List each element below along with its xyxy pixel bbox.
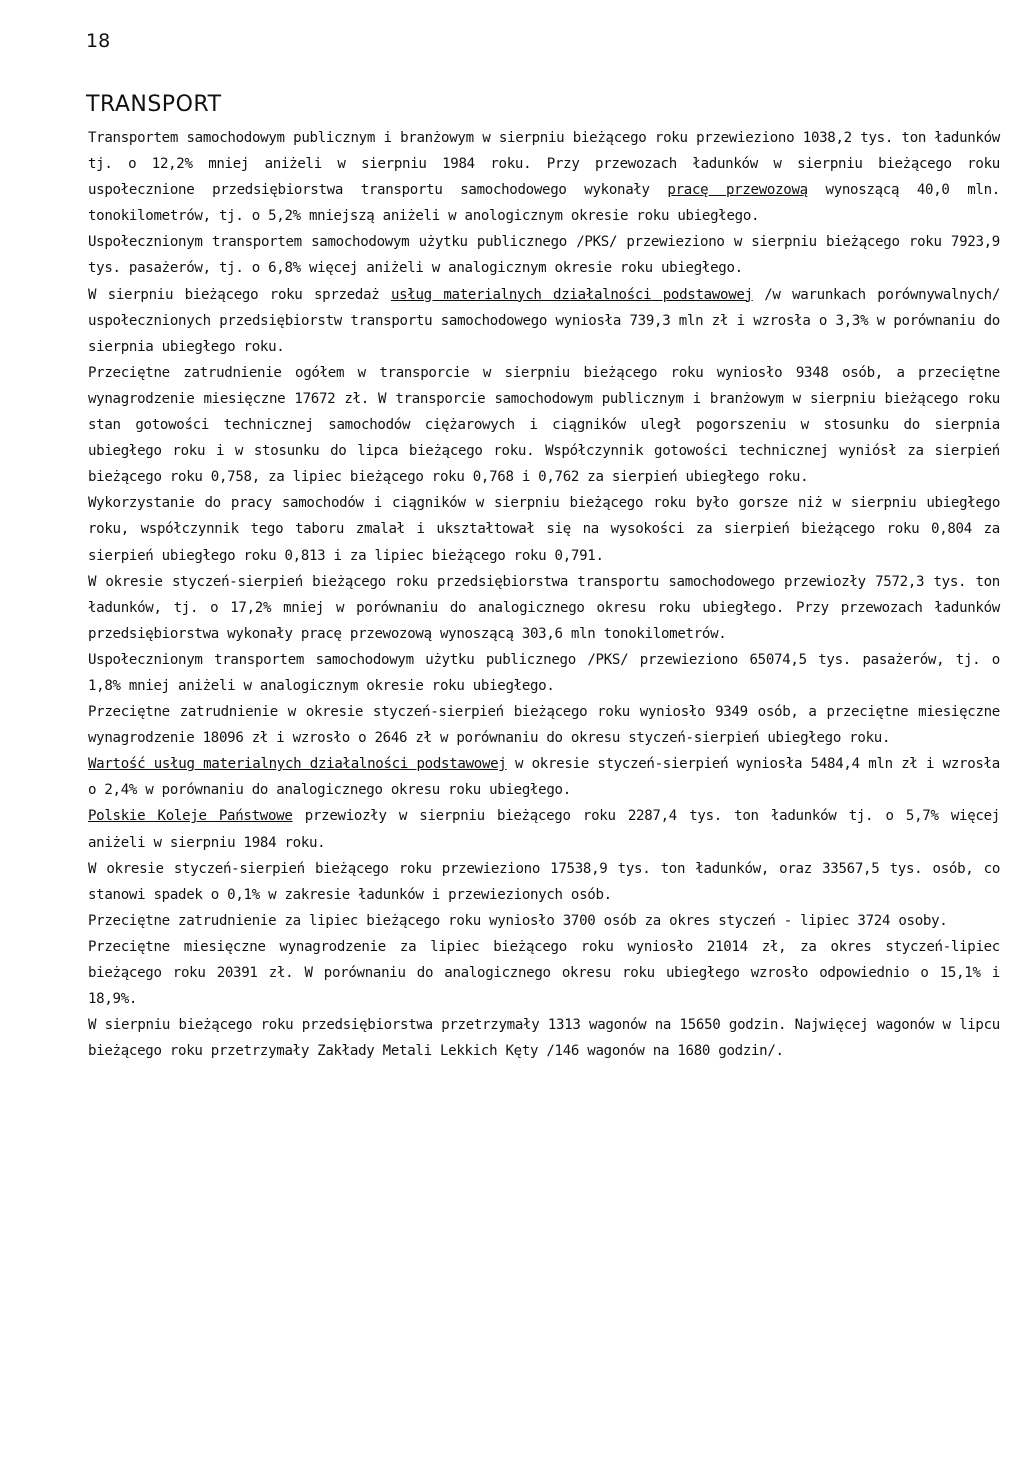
underlined-term: pracę przewozową xyxy=(667,182,808,199)
text-run: wynoszącą 40,0 mln. tonokilometrów, tj. o 5,2% mniejszą aniżeli w anologicznym okresie roku ubiegłego. xyxy=(88,182,1000,225)
text-run: W sierpniu bieżącego roku przedsiębiorstwa przetrzymały 1313 wagonów na 15650 godzin. Najwięcej wagonów w lipcu bieżącego roku przetrzymały Zakłady Metali Lekkich Kęty /146 wagonów na 1680 godzin/. xyxy=(88,1017,1000,1060)
paragraph-pks-passengers-jan-aug xyxy=(88,647,1000,699)
paragraph-freight-jan-aug xyxy=(88,569,1000,647)
underlined-term: usług materialnych działalności podstawowej xyxy=(390,286,753,303)
paragraph-services-value-jan-aug xyxy=(88,751,1000,803)
paragraph-pkp-freight-august xyxy=(88,803,1000,855)
text-run: Przeciętne zatrudnienie za lipiec bieżącego roku wyniosło 3700 osób za okres styczeń - lipiec 3724 osoby. xyxy=(88,912,948,929)
paragraph-wagon-detention xyxy=(88,1012,1000,1064)
paragraph-fleet-utilization xyxy=(88,490,1000,568)
text-run: Przeciętne miesięczne wynagrodzenie za lipiec bieżącego roku wyniosło 21014 zł, za okres styczeń-lipiec bieżącego roku 20391 zł. W porównaniu do analogicznego okresu roku ubiegłego wzrosło odpowiednio o 15,1% i 18,9%. xyxy=(88,938,1000,1008)
section-title: TRANSPORT xyxy=(86,92,222,117)
document-body xyxy=(88,125,1000,1064)
paragraph-pkp-jan-aug xyxy=(88,856,1000,908)
underlined-term: Wartość usług materialnych działalności podstawowej xyxy=(88,756,507,773)
paragraph-employment-readiness xyxy=(88,360,1000,490)
paragraph-pks-passengers-august xyxy=(88,229,1000,281)
text-run: Uspołecznionym transportem samochodowym użytku publicznego /PKS/ przewieziono 65074,5 tys. pasażerów, tj. o 1,8% mniej aniżeli w analogicznym okresie roku ubiegłego. xyxy=(88,651,1000,694)
text-run: Przeciętne zatrudnienie w okresie styczeń-sierpień bieżącego roku wyniosło 9349 osób, a przeciętne miesięczne wynagrodzenie 18096 zł i wzrosło o 2646 zł w porównaniu do okresu styczeń-sierpień ubiegłego roku. xyxy=(88,704,1000,747)
text-run: Wykorzystanie do pracy samochodów i ciągników w sierpniu bieżącego roku było gorsze niż w sierpniu ubiegłego roku, współczynnik tego taboru zmalał i ukształtował się na wysokości za sierpień bieżącego roku 0,804 za sierpień ubiegłego roku 0,813 i za lipiec bieżącego roku 0,791. xyxy=(88,495,1000,564)
text-run: W okresie styczeń-sierpień bieżącego roku przedsiębiorstwa transportu samochodowego przewiozły 7572,3 tys. ton ładunków, tj. o 17,2% mniej w porównaniu do analogicznego okresu roku ubiegłego. Przy przewozach ładunków przedsiębiorstwa wykonały pracę przewozową wynoszącą 303,6 mln tonokilometrów. xyxy=(88,573,1000,642)
paragraph-pkp-wages xyxy=(88,934,1000,1012)
page-number: 18 xyxy=(86,30,111,52)
underlined-term: Polskie Koleje Państwowe xyxy=(88,808,293,825)
paragraph-road-freight-august xyxy=(88,125,1000,229)
paragraph-employment-jan-aug xyxy=(88,699,1000,751)
text-run: Transportem samochodowym publicznym i branżowym w sierpniu bieżącego roku przewieziono 1038,2 tys. ton ładunków tj. o 12,2% mniej aniżeli w sierpniu 1984 roku. Przy przewozach ładunków w sierpniu bieżącego roku uspołecznione przedsiębiorstwa transportu samochodowego wykonały xyxy=(88,130,1000,199)
text-run: W sierpniu bieżącego roku sprzedaż xyxy=(88,286,391,303)
text-run: w okresie styczeń-sierpień wyniosła 5484,4 mln zł i wzrosła o 2,4% w porównaniu do analogicznego okresu roku ubiegłego. xyxy=(88,756,1000,799)
text-run: /w warunkach porównywalnych/ uspołecznionych przedsiębiorstw transportu samochodowego wyniosła 739,3 mln zł i wzrosła o 3,3% w porównaniu do sierpnia ubiegłego roku. xyxy=(88,286,1001,355)
text-run: Przeciętne zatrudnienie ogółem w transporcie w sierpniu bieżącego roku wyniosło 9348 osób, a przeciętne wynagrodzenie miesięczne 17672 zł. W transporcie samochodowym publicznym i branżowym w sierpniu bieżącego roku stan gotowości technicznej samochodów ciężarowych i ciągników uległ pogorszeniu w stosunku do sierpnia ubiegłego roku i w stosunku do lipca bieżącego roku. Współczynnik gotowości technicznej wyniósł za sierpień bieżącego roku 0,758, za lipiec bieżącego roku 0,768 i 0,762 za sierpień ubiegłego roku. xyxy=(88,364,1000,486)
paragraph-services-sales-august xyxy=(88,282,1000,360)
text-run: przewiozły w sierpniu bieżącego roku 2287,4 tys. ton ładunków tj. o 5,7% więcej aniżeli w sierpniu 1984 roku. xyxy=(88,808,1000,851)
text-run: W okresie styczeń-sierpień bieżącego roku przewieziono 17538,9 tys. ton ładunków, oraz 33567,5 tys. osób, co stanowi spadek o 0,1% w zakresie ładunków i przewiezionych osób. xyxy=(88,860,1000,903)
text-run: Uspołecznionym transportem samochodowym użytku publicznego /PKS/ przewieziono w sierpniu bieżącego roku 7923,9 tys. pasażerów, tj. o 6,8% więcej aniżeli w analogicznym okresie roku ubiegłego. xyxy=(88,234,1000,277)
paragraph-pkp-employment xyxy=(88,908,1000,934)
